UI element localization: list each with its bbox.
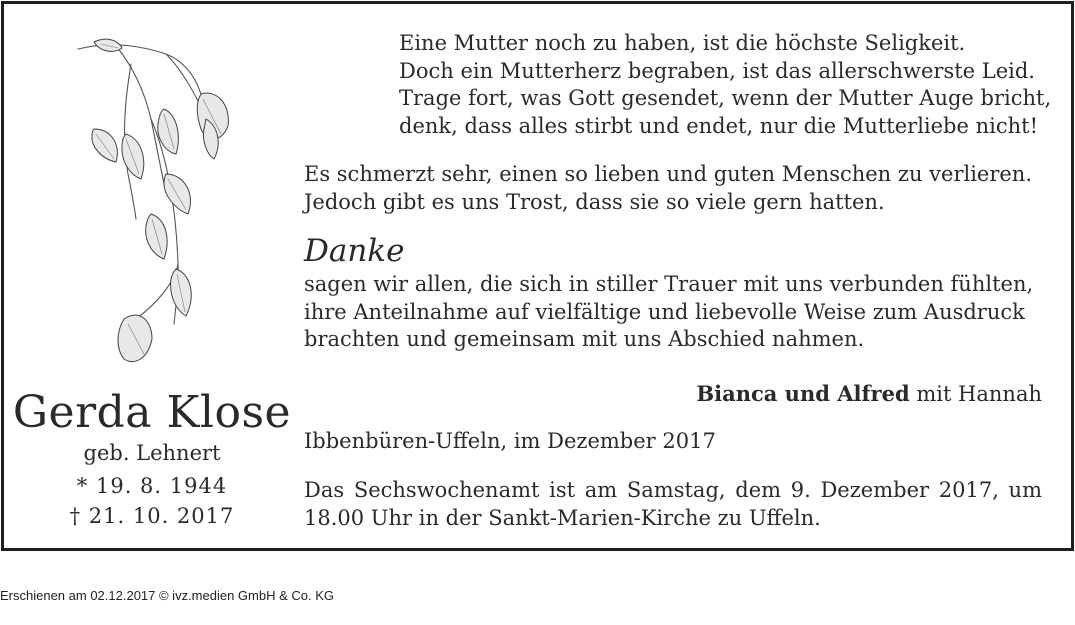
poem-line: denk, dass alles stirbt und endet, nur die Mutterliebe nicht! — [399, 113, 1039, 138]
publication-footer: Erschienen am 02.12.2017 © ivz.medien GmbH & Co. KG — [0, 588, 335, 603]
place-date: Ibbenbüren-Uffeln, im Dezember 2017 — [304, 429, 716, 453]
condolence-paragraph — [304, 161, 1049, 216]
obituary-card — [1, 1, 1074, 551]
paragraph-line: Es schmerzt sehr, einen so lieben und guten Menschen zu verlieren. — [304, 162, 1033, 186]
service-line: Das Sechswochenamt ist am Samstag, dem 9. Dezember 2017, um — [304, 478, 1042, 502]
poem-line: Doch ein Mutterherz begraben, ist das allerschwerste Leid. — [399, 58, 1035, 83]
signature — [304, 381, 1042, 406]
signature-names: Bianca und Alfred — [696, 381, 910, 406]
signature-suffix: mit Hannah — [909, 382, 1042, 406]
birth-date: * 19. 8. 1944 — [76, 474, 228, 498]
service-notice — [304, 477, 1042, 532]
paragraph-line: Jedoch gibt es uns Trost, dass sie so viele gern hatten. — [304, 189, 885, 214]
service-line: 18.00 Uhr in der Sankt-Marien-Kirche zu Uffeln. — [304, 505, 821, 530]
paragraph-line: brachten und gemeinsam mit uns Abschied nahmen. — [304, 327, 865, 351]
thanks-paragraph — [304, 271, 1049, 354]
poem-line: Eine Mutter noch zu haben, ist die höchste Seligkeit. — [399, 31, 966, 55]
poem — [399, 30, 1059, 140]
deceased-name: Gerda Klose — [12, 387, 292, 438]
death-date: † 21. 10. 2017 — [69, 504, 235, 528]
paragraph-line: ihre Anteilnahme auf vielfältige und liebevolle Weise zum Ausdruck — [304, 299, 1025, 324]
maiden-name: geb. Lehnert — [83, 441, 221, 465]
birch-branch-icon — [56, 34, 256, 379]
poem-line: Trage fort, was Gott gesendet, wenn der Mutter Auge bricht, — [399, 86, 1052, 110]
thanks-heading: Danke — [304, 233, 405, 269]
paragraph-line: sagen wir allen, die sich in stiller Trauer mit uns verbunden fühlten, — [304, 272, 1034, 296]
